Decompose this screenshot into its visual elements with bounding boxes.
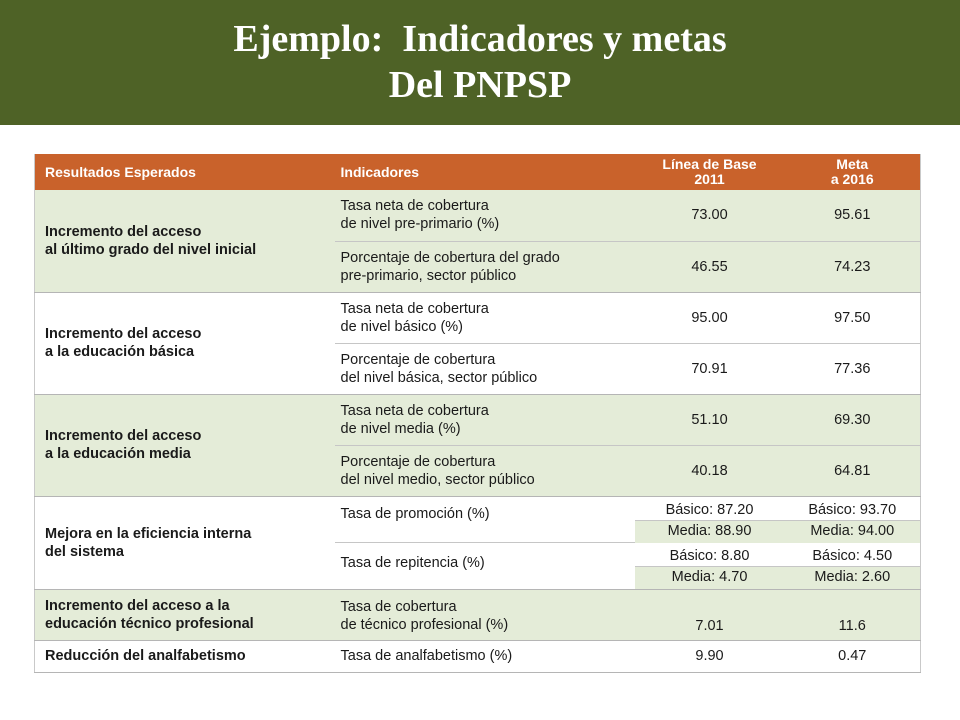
indicador-cell: Tasa neta de cobertura de nivel pre-primario (%): [335, 190, 635, 241]
header-linea-base: [635, 154, 785, 190]
resultado-cell: Incremento del acceso a la educación media: [35, 394, 335, 496]
slide-title-line2: Del PNPSP: [388, 64, 572, 106]
base-cell: 9.90: [635, 640, 785, 672]
header-resultados: Resultados Esperados: [35, 154, 335, 190]
base-cell: 73.00: [635, 190, 785, 241]
header-linea-base-line2: 2011: [694, 171, 725, 187]
indicador-cell: Tasa de promoción (%): [335, 496, 635, 543]
meta-cell: 77.36: [785, 343, 921, 394]
indicador-cell: Tasa neta de cobertura de nivel media (%): [335, 394, 635, 445]
header-linea-base-line1: Línea de Base: [662, 156, 757, 172]
slide-title-line1: Ejemplo: Indicadores y metas: [233, 18, 727, 60]
meta-basico-value: Básico: 4.50: [785, 543, 921, 566]
base-cell: 40.18: [635, 445, 785, 496]
table-row: [35, 496, 921, 543]
resultado-cell: Incremento del acceso al último grado del nivel inicial: [35, 190, 335, 292]
indicador-cell: Porcentaje de cobertura del nivel medio, sector público: [335, 445, 635, 496]
table-row: [35, 190, 921, 241]
base-cell: 7.01: [635, 589, 785, 640]
header-meta: [785, 154, 921, 190]
base-cell: 95.00: [635, 292, 785, 343]
meta-media-value: Media: 2.60: [785, 566, 921, 589]
title-banner: [0, 0, 960, 125]
base-cell: 70.91: [635, 343, 785, 394]
base-basico-value: Básico: 87.20: [635, 497, 785, 520]
header-meta-line1: Meta: [836, 156, 869, 172]
base-cell: 46.55: [635, 241, 785, 292]
base-basico-value: Básico: 8.80: [635, 543, 785, 566]
resultado-cell: Incremento del acceso a la educación básica: [35, 292, 335, 394]
header-indicadores: Indicadores: [335, 154, 635, 190]
meta-cell: 0.47: [785, 640, 921, 672]
table-row: [35, 589, 921, 640]
indicador-cell: Tasa de repitencia (%): [335, 543, 635, 590]
indicador-cell: Tasa neta de cobertura de nivel básico (%): [335, 292, 635, 343]
base-media-value: Media: 88.90: [635, 520, 785, 543]
resultado-cell: Mejora en la eficiencia interna del sistema: [35, 496, 335, 589]
table-header-row: [35, 154, 921, 190]
base-split-cell: [635, 543, 785, 590]
table-row: [35, 292, 921, 343]
header-meta-line2: a 2016: [830, 171, 874, 187]
base-media-value: Media: 4.70: [635, 566, 785, 589]
meta-cell: 64.81: [785, 445, 921, 496]
indicador-cell: Tasa de cobertura de técnico profesional (%): [335, 589, 635, 640]
indicador-cell: Tasa de analfabetismo (%): [335, 640, 635, 672]
resultado-cell: Incremento del acceso a la educación técnico profesional: [35, 589, 335, 640]
meta-cell: 74.23: [785, 241, 921, 292]
meta-cell: 95.61: [785, 190, 921, 241]
base-split-cell: [635, 496, 785, 543]
meta-split-cell: [785, 543, 921, 590]
meta-cell: 97.50: [785, 292, 921, 343]
table-row: [35, 394, 921, 445]
indicador-cell: Porcentaje de cobertura del grado pre-primario, sector público: [335, 241, 635, 292]
meta-media-value: Media: 94.00: [785, 520, 921, 543]
indicators-table: [34, 154, 921, 673]
base-cell: 51.10: [635, 394, 785, 445]
indicador-cell: Porcentaje de cobertura del nivel básica, sector público: [335, 343, 635, 394]
table-row: [35, 640, 921, 672]
meta-cell: 69.30: [785, 394, 921, 445]
resultado-cell: Reducción del analfabetismo: [35, 640, 335, 672]
meta-split-cell: [785, 496, 921, 543]
meta-basico-value: Básico: 93.70: [785, 497, 921, 520]
meta-cell: 11.6: [785, 589, 921, 640]
